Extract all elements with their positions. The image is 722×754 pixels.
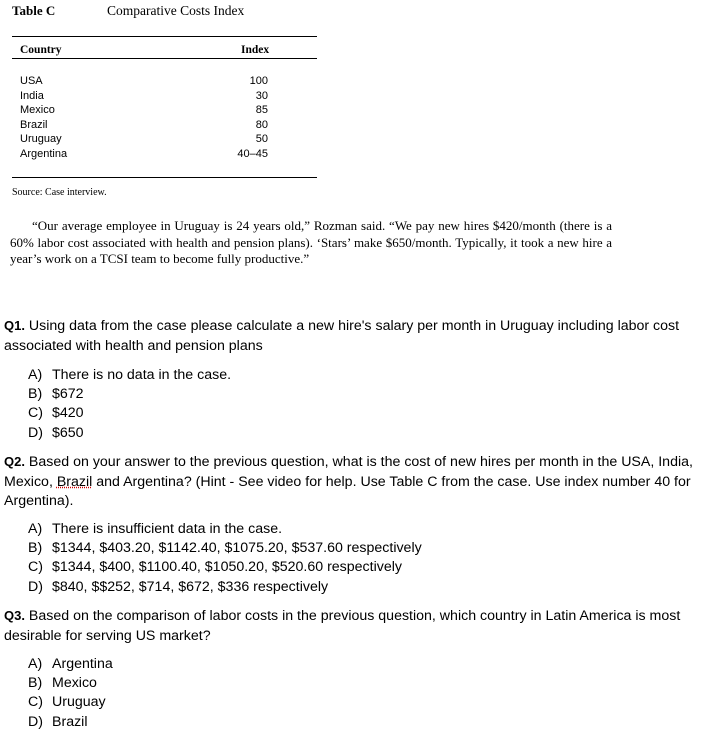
table-top-rule <box>12 36 317 37</box>
table-cell-index: 100 <box>249 75 268 87</box>
option-text: $1344, $400, $1100.40, $1050.20, $520.60 respectively <box>52 559 402 576</box>
answer-option[interactable] <box>28 539 422 558</box>
table-cell-index: 40–45 <box>237 147 268 160</box>
table-label: Table C <box>12 3 56 18</box>
column-header-country: Country <box>20 44 62 56</box>
option-text: Mexico <box>52 675 97 692</box>
answer-option[interactable] <box>28 385 231 404</box>
option-letter: A) <box>28 656 43 672</box>
question-number: Q2. <box>4 454 25 469</box>
answer-option[interactable] <box>28 578 422 597</box>
question-number: Q3. <box>4 608 25 623</box>
case-quote: “Our average employee in Uruguay is 24 years old,” Rozman said. “We pay new hires $420/month (there is a 60% labor cost associated with health and pension plans). ‘Stars’ make $650/month. Typically, it took a new hire a year’s work on a TCSI team to become fully productive.” <box>10 218 612 266</box>
option-letter: D) <box>28 424 43 441</box>
table-cell-country: Uruguay <box>20 133 62 146</box>
option-letter: C) <box>28 559 43 576</box>
answer-option[interactable] <box>28 520 422 539</box>
option-letter: A) <box>28 521 43 537</box>
option-letter: A) <box>28 367 43 383</box>
table-cell-country: USA <box>20 75 43 87</box>
option-letter: B) <box>28 675 43 692</box>
question-3 <box>4 606 716 646</box>
question-2 <box>4 452 716 512</box>
option-text: $840, $$252, $714, $672, $336 respectively <box>52 578 329 595</box>
option-text: $1344, $403.20, $1142.40, $1075.20, $537.60 respectively <box>52 540 422 557</box>
option-text: There is insufficient data in the case. <box>52 521 283 537</box>
option-text: There is no data in the case. <box>52 367 232 383</box>
option-text: $672 <box>52 386 84 403</box>
question-1-options <box>28 366 231 443</box>
option-text: Argentina <box>52 656 113 672</box>
index-column <box>210 74 268 162</box>
option-letter: B) <box>28 540 43 557</box>
answer-option[interactable] <box>28 366 231 385</box>
table-cell-index: 80 <box>255 118 268 131</box>
option-letter: D) <box>28 713 43 730</box>
answer-option[interactable] <box>28 558 422 577</box>
table-source: Source: Case interview. <box>12 187 107 198</box>
table-cell-index: 50 <box>255 133 268 146</box>
column-header-index: Index <box>241 44 270 56</box>
table-cell-country: Argentina <box>20 147 68 160</box>
answer-option[interactable] <box>28 655 113 674</box>
answer-option[interactable] <box>28 404 231 423</box>
table-title: Comparative Costs Index <box>107 3 245 18</box>
question-3-options <box>28 655 113 732</box>
option-letter: C) <box>28 405 43 422</box>
option-text: $420 <box>52 405 84 422</box>
question-number: Q1. <box>4 318 25 333</box>
option-letter: D) <box>28 578 43 595</box>
answer-option[interactable] <box>28 693 113 712</box>
question-text: Using data from the case please calculate a new hire's salary per month in Uruguay including labor cost associated with health and pension plans <box>4 318 680 354</box>
table-cell-country: India <box>20 89 44 102</box>
option-text: Uruguay <box>52 694 106 711</box>
question-text-continued: and Argentina? (Hint - See video for help. Use Table C from the case. Use index number 40 for Argentina). <box>4 473 691 509</box>
option-text: Brazil <box>52 713 88 730</box>
answer-option[interactable] <box>28 424 231 443</box>
table-bottom-rule <box>12 177 317 178</box>
country-column <box>20 74 67 162</box>
answer-option[interactable] <box>28 713 113 732</box>
question-1 <box>4 316 716 356</box>
option-text: $650 <box>52 424 84 441</box>
table-cell-index: 30 <box>255 89 268 102</box>
question-2-options <box>28 520 422 597</box>
option-letter: B) <box>28 386 43 403</box>
question-text: Based on the comparison of labor costs in the previous question, which country in Latin America is most desirable for serving US market? <box>4 608 681 644</box>
table-cell-country: Brazil <box>20 118 48 131</box>
option-letter: C) <box>28 694 43 711</box>
spellcheck-word: Brazil <box>56 473 93 490</box>
table-header-rule <box>12 58 317 59</box>
table-cell-index: 85 <box>255 104 268 117</box>
table-cell-country: Mexico <box>20 104 55 117</box>
question-text: Based on your answer to the previous question, what is the cost of new hires per month in the USA, India, Mexico, <box>4 454 693 490</box>
answer-option[interactable] <box>28 674 113 693</box>
